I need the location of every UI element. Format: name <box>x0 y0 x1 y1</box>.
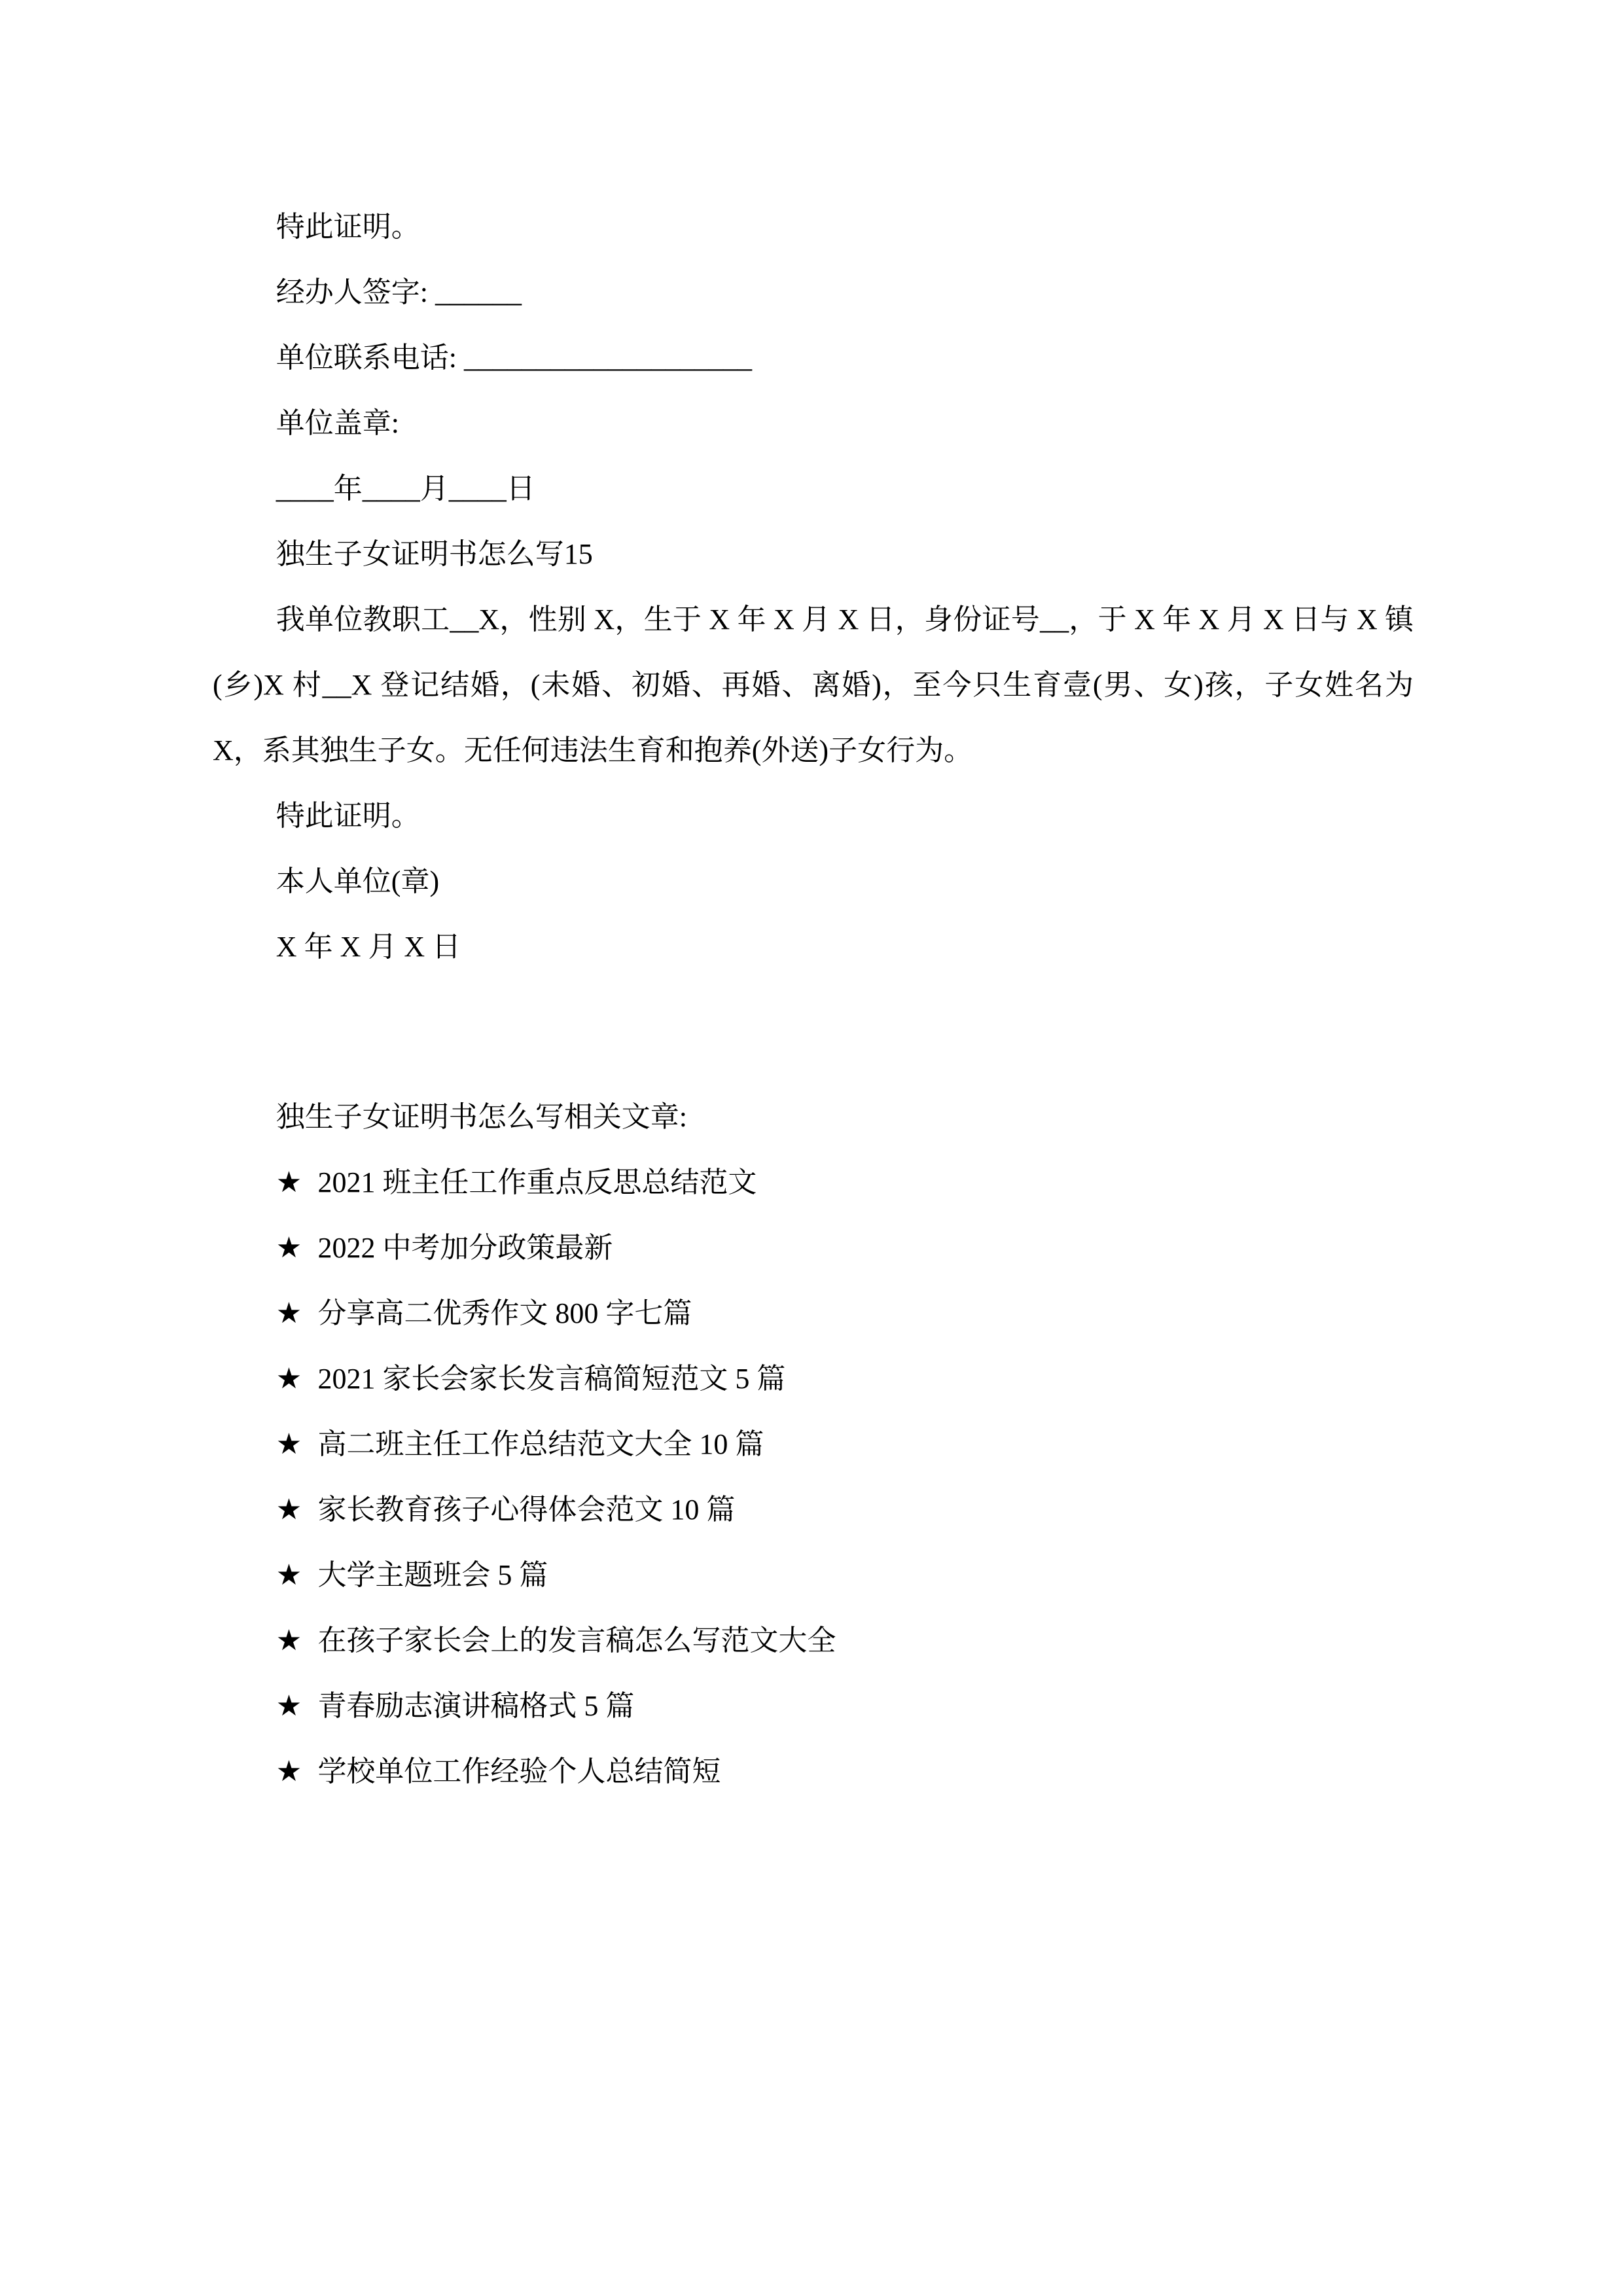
related-articles-heading: 独生子女证明书怎么写相关文章: <box>276 1101 688 1133</box>
related-article-title: 家长教育孩子心得体会范文 10 篇 <box>317 1494 736 1526</box>
related-article-item <box>213 1215 1414 1281</box>
star-icon: ★ <box>276 1232 302 1264</box>
related-article-title: 高二班主任工作总结范文大全 10 篇 <box>317 1428 764 1460</box>
related-article-item <box>213 1543 1414 1608</box>
star-icon: ★ <box>276 1363 302 1395</box>
unit-seal-line-2: 本人单位(章) <box>276 865 440 897</box>
related-article-item <box>213 1674 1414 1739</box>
handler-signature-line: 经办人签字: ______ <box>276 276 522 308</box>
related-article-title: 2022 中考加分政策最新 <box>317 1232 613 1264</box>
related-article-item <box>213 1412 1414 1477</box>
star-icon: ★ <box>276 1559 302 1591</box>
date-blank-line: ____年____月____日 <box>276 473 535 505</box>
star-icon: ★ <box>276 1166 302 1198</box>
certificate-body: 我单位教职工__X，性别 X，生于 X 年 X 月 X 日，身份证号__，于 X 年 X 月 X 日与 X 镇(乡)X 村__X 登记结婚，(未婚、初婚、再婚、离婚)，至今只生育壹(男、女)孩，子女姓名为 X，系其独生子女。无任何违法生育和抱养(外送)子女行为。 <box>213 603 1414 766</box>
unit-seal-line: 单位盖章: <box>276 407 400 439</box>
star-icon: ★ <box>276 1428 302 1460</box>
related-article-item <box>213 1739 1414 1804</box>
star-icon: ★ <box>276 1755 302 1787</box>
section-heading: 独生子女证明书怎么写15 <box>276 538 593 570</box>
related-article-title: 在孩子家长会上的发言稿怎么写范文大全 <box>317 1624 836 1657</box>
closing-statement: 特此证明。 <box>276 211 420 243</box>
related-article-item <box>213 1346 1414 1412</box>
unit-phone-line: 单位联系电话: ____________________ <box>276 342 753 374</box>
date-line: X 年 X 月 X 日 <box>276 931 461 963</box>
star-icon: ★ <box>276 1690 302 1722</box>
related-article-title: 分享高二优秀作文 800 字七篇 <box>317 1297 692 1329</box>
related-article-title: 青春励志演讲稿格式 5 篇 <box>317 1690 635 1722</box>
related-article-item <box>213 1477 1414 1543</box>
star-icon: ★ <box>276 1494 302 1526</box>
related-article-item <box>213 1608 1414 1674</box>
related-article-item <box>213 1281 1414 1346</box>
related-article-title: 大学主题班会 5 篇 <box>317 1559 548 1591</box>
related-article-title: 学校单位工作经验个人总结简短 <box>317 1755 721 1787</box>
closing-statement-2: 特此证明。 <box>276 800 420 832</box>
related-article-title: 2021 班主任工作重点反思总结范文 <box>317 1166 757 1198</box>
related-article-item <box>213 1150 1414 1215</box>
related-article-title: 2021 家长会家长发言稿简短范文 5 篇 <box>317 1363 786 1395</box>
star-icon: ★ <box>276 1297 302 1329</box>
star-icon: ★ <box>276 1624 302 1657</box>
